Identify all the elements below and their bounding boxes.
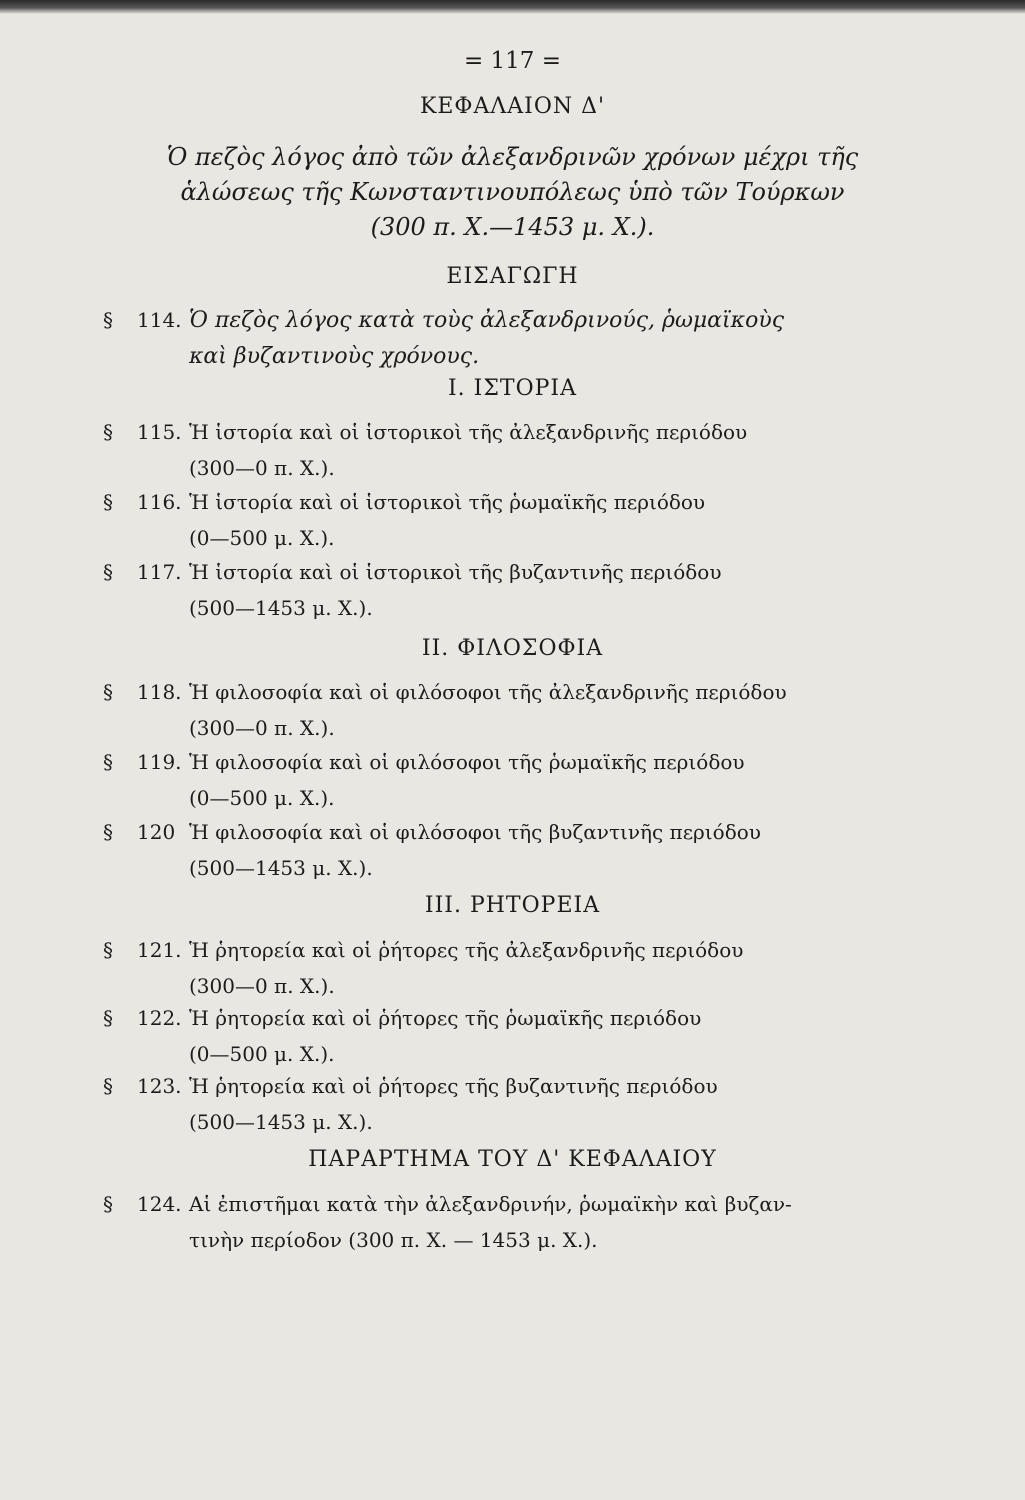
entry-124 <box>103 1186 903 1258</box>
entry-number: 116. <box>137 490 182 514</box>
entry-title: Ἡ ἱστορία καὶ οἱ ἱστορικοὶ τῆς ῥωμαϊκῆς περιόδου <box>189 490 706 514</box>
entry-number: 122. <box>137 1006 182 1030</box>
entry-115 <box>103 414 903 486</box>
entry-dates: (500—1453 μ. Χ.). <box>189 856 373 880</box>
entry-number: 121. <box>137 938 182 962</box>
entry-121 <box>103 932 903 1004</box>
entry-title-continuation: καὶ βυζαντινοὺς χρόνους. <box>189 344 480 369</box>
section-symbol: § <box>103 750 113 774</box>
entry-dates: (300—0 π. Χ.). <box>189 456 335 480</box>
page-number: = 117 = <box>463 48 562 74</box>
section-symbol: § <box>103 1006 113 1030</box>
entry-dates: (300—0 π. Χ.). <box>189 716 335 740</box>
entry-title: Ὁ πεζὸς λόγος κατὰ τοὺς ἀλεξανδρινούς, ῥωμαϊκοὺς <box>189 308 785 333</box>
entry-title: Ἡ ῥητορεία καὶ οἱ ῥήτορες τῆς ἀλεξανδρινῆς περιόδου <box>189 938 744 962</box>
entry-117 <box>103 554 903 626</box>
entry-title: Ἡ ἱστορία καὶ οἱ ἱστορικοὶ τῆς ἀλεξανδρινῆς περιόδου <box>189 420 748 444</box>
entry-title: Ἡ φιλοσοφία καὶ οἱ φιλόσοφοι τῆς ῥωμαϊκῆς περιόδου <box>189 750 745 774</box>
entry-number: 123. <box>137 1074 182 1098</box>
entry-dates: (500—1453 μ. Χ.). <box>189 596 373 620</box>
chapter-subtitle-line: Ὁ πεζὸς λόγος ἀπὸ τῶν ἀλεξανδρινῶν χρόνων μέχρι τῆς <box>166 143 859 171</box>
chapter-subtitle-line: ἁλώσεως τῆς Κωνσταντινουπόλεως ὑπὸ τῶν Τούρκων <box>180 178 845 206</box>
section-heading-rhetoric: III. ΡΗΤΟΡΕΙΑ <box>424 893 601 918</box>
section-symbol: § <box>103 560 113 584</box>
entry-116 <box>103 484 903 556</box>
entry-title: Αἱ ἐπιστῆμαι κατὰ τὴν ἀλεξανδρινήν, ῥωμαϊκὴν καὶ βυζαν- <box>189 1192 792 1216</box>
entry-title: Ἡ ῥητορεία καὶ οἱ ῥήτορες τῆς ῥωμαϊκῆς περιόδου <box>189 1006 702 1030</box>
entry-123 <box>103 1068 903 1140</box>
section-heading-introduction: ΕΙΣΑΓΩΓΗ <box>446 264 579 289</box>
section-symbol: § <box>103 1074 113 1098</box>
entry-118 <box>103 674 903 746</box>
section-symbol: § <box>103 680 113 704</box>
entry-number: 120 <box>137 820 176 844</box>
entry-dates: (0—500 μ. Χ.). <box>189 786 335 810</box>
entry-dates: (0—500 μ. Χ.). <box>189 526 335 550</box>
entry-title: Ἡ ἱστορία καὶ οἱ ἱστορικοὶ τῆς βυζαντινῆς περιόδου <box>189 560 722 584</box>
chapter-subtitle-dates: (300 π. Χ.—1453 μ. Χ.). <box>370 213 655 241</box>
chapter-subtitle <box>120 140 905 245</box>
section-symbol: § <box>103 420 113 444</box>
section-symbol: § <box>103 820 113 844</box>
entry-number: 114. <box>137 308 182 332</box>
entry-dates: (0—500 μ. Χ.). <box>189 1042 335 1066</box>
entry-number: 119. <box>137 750 182 774</box>
section-symbol: § <box>103 1192 113 1216</box>
section-heading-history: I. ΙΣΤΟΡΙΑ <box>447 376 577 401</box>
entry-120 <box>103 814 903 886</box>
entry-dates: (300—0 π. Χ.). <box>189 974 335 998</box>
section-symbol: § <box>103 308 113 332</box>
section-symbol: § <box>103 490 113 514</box>
entry-title: Ἡ ῥητορεία καὶ οἱ ῥήτορες τῆς βυζαντινῆς περιόδου <box>189 1074 718 1098</box>
section-heading-philosophy: II. ΦΙΛΟΣΟΦΙΑ <box>421 636 604 661</box>
entry-number: 115. <box>137 420 182 444</box>
entry-title: Ἡ φιλοσοφία καὶ οἱ φιλόσοφοι τῆς βυζαντινῆς περιόδου <box>189 820 761 844</box>
chapter-title: ΚΕΦΑΛΑΙΟΝ Δ' <box>419 94 606 119</box>
entry-number: 118. <box>137 680 182 704</box>
entry-title: Ἡ φιλοσοφία καὶ οἱ φιλόσοφοι τῆς ἀλεξανδρινῆς περιόδου <box>189 680 787 704</box>
entry-number: 117. <box>137 560 182 584</box>
section-heading-appendix: ΠΑΡΑΡΤΗΜΑ ΤΟΥ Δ' ΚΕΦΑΛΑΙΟΥ <box>308 1147 717 1172</box>
entry-number: 124. <box>137 1192 182 1216</box>
entry-title-continuation: τινὴν περίοδον (300 π. Χ. — 1453 μ. Χ.). <box>189 1228 598 1252</box>
entry-114 <box>103 302 903 375</box>
entry-dates: (500—1453 μ. Χ.). <box>189 1110 373 1134</box>
entry-122 <box>103 1000 903 1072</box>
section-symbol: § <box>103 938 113 962</box>
entry-119 <box>103 744 903 816</box>
